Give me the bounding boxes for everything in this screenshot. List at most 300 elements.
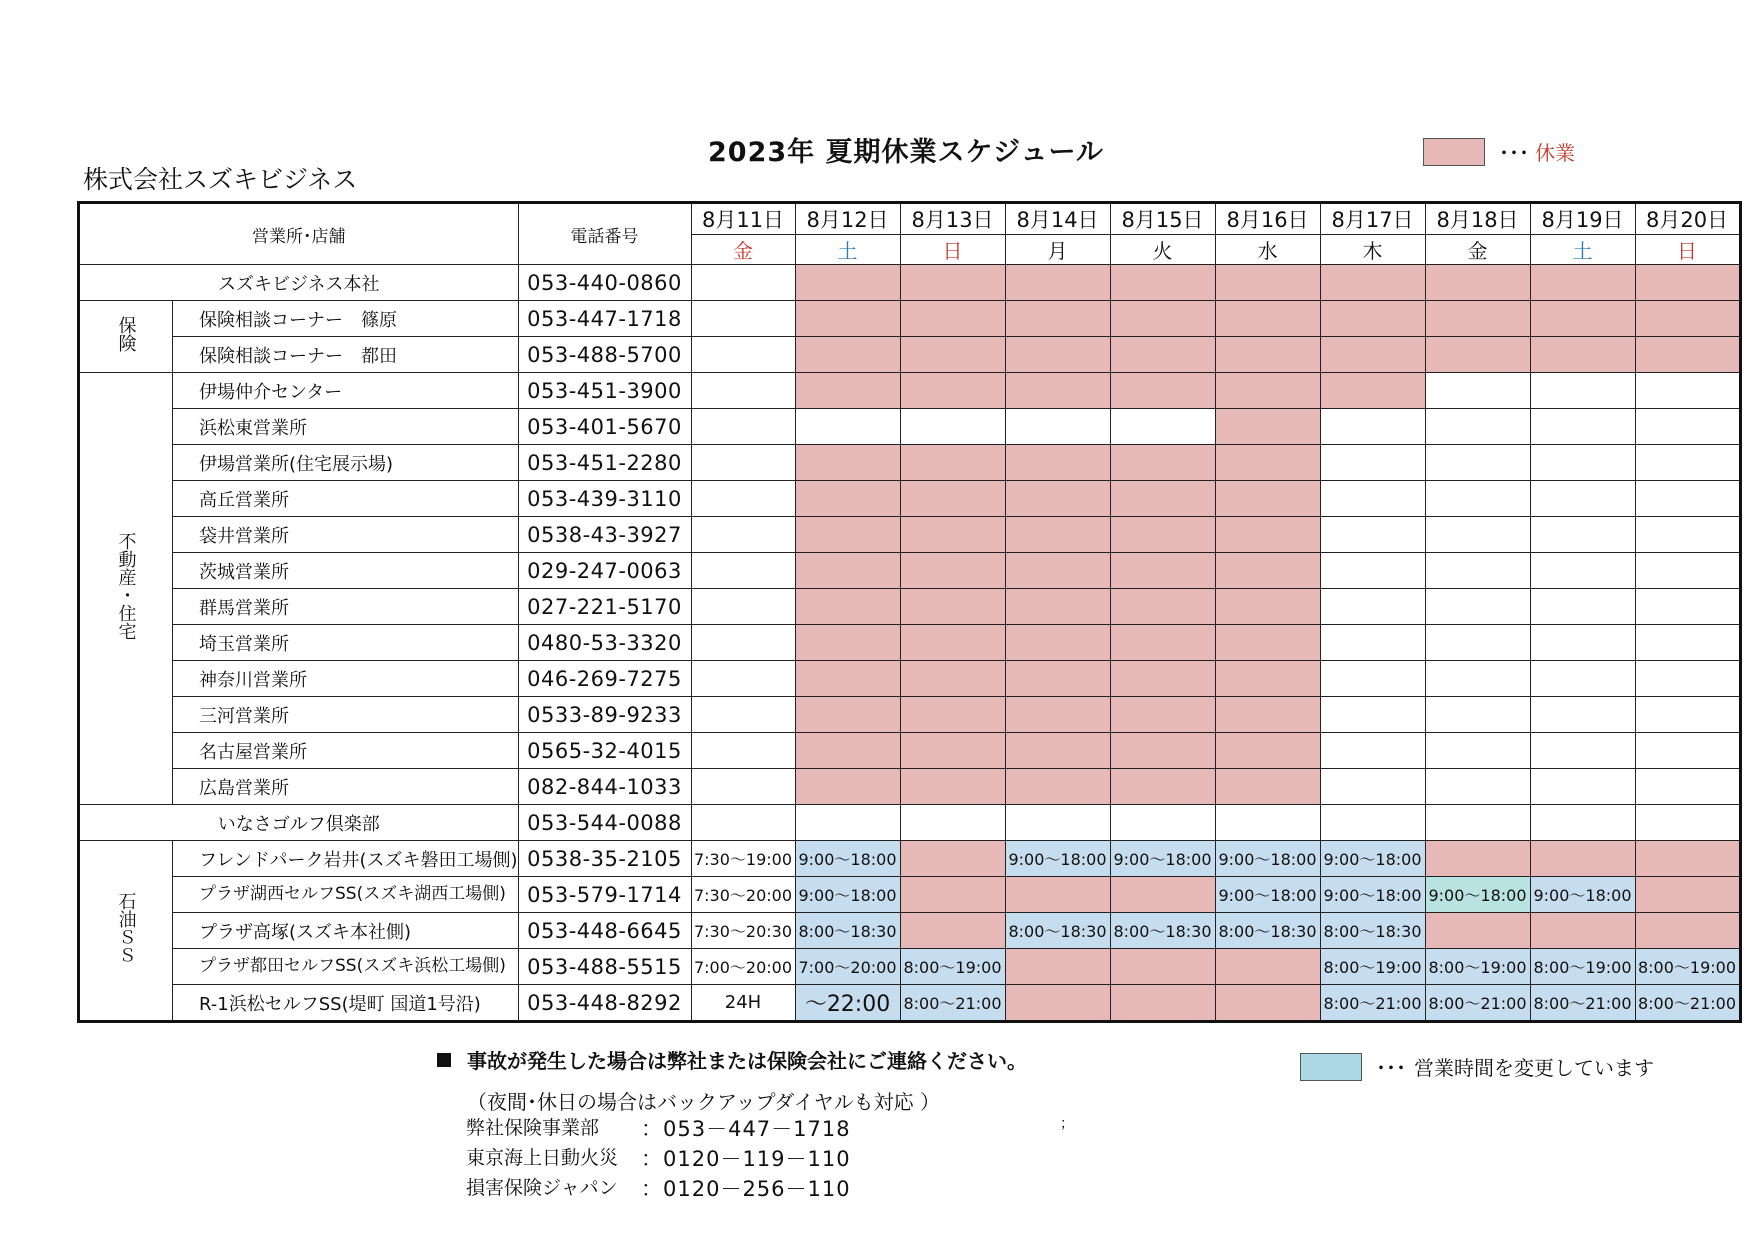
office-phone: 053-451-2280 — [518, 445, 691, 481]
day-cell — [1425, 409, 1530, 445]
closed-cell — [795, 733, 900, 769]
day-cell — [1530, 661, 1635, 697]
table-row — [79, 805, 1741, 841]
day-cell — [1425, 373, 1530, 409]
hours-cell: 8:00～18:30 — [795, 913, 900, 949]
header-date: 8月17日 — [1320, 203, 1425, 235]
contact-label: 東京海上日動火災 — [466, 1147, 619, 1169]
office-name: 保険相談コーナー 篠原 — [173, 301, 519, 337]
contact-row — [466, 1113, 851, 1143]
closed-cell — [1110, 373, 1215, 409]
header-office: 営業所･店舗 — [79, 203, 519, 265]
legend-dots: ･･･ — [1499, 141, 1529, 165]
day-cell — [1530, 553, 1635, 589]
hours-cell: 8:00～19:00 — [900, 949, 1005, 985]
closed-cell — [795, 445, 900, 481]
page-title: 2023年 夏期休業スケジュール — [708, 137, 1104, 168]
header-date: 8月19日 — [1530, 203, 1635, 235]
closed-cell — [900, 841, 1005, 877]
closed-cell — [1215, 445, 1320, 481]
table-row — [79, 445, 1741, 481]
stray-mark: ； — [1060, 1116, 1074, 1132]
notes-line2: （夜間･休日の場合はバックアップダイヤルも対応 ） — [467, 1090, 940, 1114]
closed-cell — [1215, 661, 1320, 697]
contact-number: ：053－447－1718 — [641, 1117, 851, 1141]
day-cell — [1530, 733, 1635, 769]
closed-cell — [1110, 301, 1215, 337]
notes — [437, 1045, 1027, 1115]
closed-cell — [1005, 625, 1110, 661]
contact-number: ：0120－119－110 — [641, 1147, 851, 1171]
office-phone: 053-451-3900 — [518, 373, 691, 409]
table-row — [79, 841, 1741, 877]
hours-cell: 8:00～21:00 — [900, 985, 1005, 1022]
day-cell — [691, 625, 795, 661]
day-cell — [1110, 409, 1215, 445]
table-row — [79, 661, 1741, 697]
closed-cell — [1005, 265, 1110, 301]
day-cell — [1425, 481, 1530, 517]
day-cell — [1320, 517, 1425, 553]
day-cell — [1320, 481, 1425, 517]
day-cell — [900, 805, 1005, 841]
hours-cell: 7:30～20:00 — [691, 877, 795, 913]
closed-cell — [1215, 481, 1320, 517]
closed-cell — [1320, 337, 1425, 373]
header-date: 8月11日 — [691, 203, 795, 235]
category-real-estate: 不動産・住宅 — [79, 373, 173, 805]
day-cell — [1425, 517, 1530, 553]
office-name: 名古屋営業所 — [173, 733, 519, 769]
office-phone: 053-579-1714 — [518, 877, 691, 913]
closed-cell — [1530, 337, 1635, 373]
bullet-square-icon — [437, 1053, 451, 1067]
closed-cell — [1215, 625, 1320, 661]
closed-cell — [795, 517, 900, 553]
hours-cell: 9:00～18:00 — [1425, 877, 1530, 913]
day-cell — [691, 373, 795, 409]
day-cell — [691, 409, 795, 445]
closed-cell — [1110, 625, 1215, 661]
closed-cell — [1005, 481, 1110, 517]
closed-cell — [1425, 841, 1530, 877]
closed-cell — [1110, 733, 1215, 769]
table-row — [79, 877, 1741, 913]
header-date: 8月15日 — [1110, 203, 1215, 235]
day-cell — [1635, 445, 1740, 481]
hours-cell: 9:00～18:00 — [1215, 841, 1320, 877]
closed-cell — [1005, 733, 1110, 769]
header-weekday: 火 — [1110, 235, 1215, 265]
hours-cell: 8:00～18:30 — [1110, 913, 1215, 949]
closed-cell — [1110, 553, 1215, 589]
closed-cell — [1005, 445, 1110, 481]
closed-cell — [900, 589, 1005, 625]
closed-cell — [1530, 841, 1635, 877]
closed-cell — [1215, 949, 1320, 985]
day-cell — [1530, 769, 1635, 805]
closed-cell — [1215, 589, 1320, 625]
office-name: プラザ湖西セルフSS(スズキ湖西工場側) — [173, 877, 519, 913]
header-weekday: 金 — [1425, 235, 1530, 265]
office-name: 群馬営業所 — [173, 589, 519, 625]
closed-cell — [795, 373, 900, 409]
hours-cell: 9:00～18:00 — [795, 841, 900, 877]
day-cell — [1530, 481, 1635, 517]
closed-cell — [1530, 913, 1635, 949]
hours-cell: 7:30～19:00 — [691, 841, 795, 877]
hours-cell: 9:00～18:00 — [1005, 841, 1110, 877]
day-cell — [691, 265, 795, 301]
closed-cell — [795, 301, 900, 337]
day-cell — [1635, 769, 1740, 805]
company-name: 株式会社スズキビジネス — [83, 165, 358, 194]
closed-cell — [1110, 337, 1215, 373]
hours-cell: 8:00～19:00 — [1530, 949, 1635, 985]
office-name: 保険相談コーナー 都田 — [173, 337, 519, 373]
closed-cell — [900, 301, 1005, 337]
closed-cell — [1110, 481, 1215, 517]
office-phone: 0538-35-2105 — [518, 841, 691, 877]
day-cell — [1320, 733, 1425, 769]
closed-cell — [1320, 301, 1425, 337]
header-date: 8月13日 — [900, 203, 1005, 235]
closed-cell — [1425, 913, 1530, 949]
closed-cell — [795, 769, 900, 805]
hours-cell: 9:00～18:00 — [1320, 841, 1425, 877]
office-phone: 053-488-5515 — [518, 949, 691, 985]
day-cell — [1635, 661, 1740, 697]
closed-cell — [1320, 265, 1425, 301]
day-cell — [691, 697, 795, 733]
office-name: 伊場仲介センター — [173, 373, 519, 409]
office-phone: 053-447-1718 — [518, 301, 691, 337]
category-insurance: 保険 — [79, 301, 173, 373]
table-row — [79, 337, 1741, 373]
day-cell — [1320, 445, 1425, 481]
day-cell — [1425, 625, 1530, 661]
closed-cell — [1320, 373, 1425, 409]
closed-cell — [1635, 301, 1740, 337]
closed-cell — [1215, 553, 1320, 589]
day-cell — [900, 409, 1005, 445]
hours-cell: 8:00～19:00 — [1635, 949, 1740, 985]
day-cell — [1005, 805, 1110, 841]
day-cell — [691, 517, 795, 553]
day-cell — [691, 481, 795, 517]
header-date: 8月14日 — [1005, 203, 1110, 235]
header-weekday: 水 — [1215, 235, 1320, 265]
closed-cell — [1110, 697, 1215, 733]
hours-cell: ～22:00 — [795, 985, 900, 1022]
header-weekday: 日 — [900, 235, 1005, 265]
table-row — [79, 733, 1741, 769]
table-row — [79, 301, 1741, 337]
closed-cell — [1005, 661, 1110, 697]
closed-cell — [1215, 265, 1320, 301]
hours-cell: 8:00～21:00 — [1425, 985, 1530, 1022]
closed-cell — [1005, 589, 1110, 625]
hours-cell: 8:00～21:00 — [1530, 985, 1635, 1022]
day-cell — [1635, 625, 1740, 661]
office-name: 埼玉営業所 — [173, 625, 519, 661]
office-name: プラザ都田セルフSS(スズキ浜松工場側) — [173, 949, 519, 985]
closed-cell — [1110, 949, 1215, 985]
notes-line1 — [437, 1045, 1027, 1074]
day-cell — [691, 445, 795, 481]
legend-closed-label: 休業 — [1535, 141, 1575, 165]
closed-cell — [795, 337, 900, 373]
closed-cell — [1110, 985, 1215, 1022]
day-cell — [1005, 409, 1110, 445]
table-row — [79, 553, 1741, 589]
closed-cell — [900, 769, 1005, 805]
contact-number: ：0120－256－110 — [641, 1177, 851, 1201]
closed-cell — [1425, 265, 1530, 301]
closed-cell — [1005, 553, 1110, 589]
legend-closed — [1423, 137, 1575, 166]
day-cell — [1320, 553, 1425, 589]
day-cell — [1635, 481, 1740, 517]
closed-cell — [1215, 697, 1320, 733]
closed-cell — [1635, 841, 1740, 877]
closed-cell — [900, 913, 1005, 949]
hours-cell: 8:00～19:00 — [1320, 949, 1425, 985]
office-name: フレンドパーク岩井(スズキ磐田工場側) — [173, 841, 519, 877]
closed-cell — [900, 445, 1005, 481]
header-weekday: 金 — [691, 235, 795, 265]
table-row — [79, 625, 1741, 661]
closed-cell — [1005, 697, 1110, 733]
office-phone: 0538-43-3927 — [518, 517, 691, 553]
contact-row — [466, 1143, 851, 1173]
office-phone: 027-221-5170 — [518, 589, 691, 625]
closed-cell — [1215, 409, 1320, 445]
closed-cell — [900, 553, 1005, 589]
office-phone: 053-488-5700 — [518, 337, 691, 373]
hours-cell: 8:00～18:30 — [1215, 913, 1320, 949]
closed-cell — [1110, 769, 1215, 805]
header-date: 8月20日 — [1635, 203, 1740, 235]
closed-cell — [1005, 301, 1110, 337]
legend-changed-label: 営業時間を変更しています — [1414, 1056, 1654, 1080]
day-cell — [1530, 445, 1635, 481]
closed-cell — [1005, 769, 1110, 805]
closed-cell — [1635, 265, 1740, 301]
office-phone: 053-448-6645 — [518, 913, 691, 949]
contact-row — [466, 1173, 851, 1203]
table-row — [79, 697, 1741, 733]
closed-cell — [1635, 337, 1740, 373]
office-name: 茨城営業所 — [173, 553, 519, 589]
day-cell — [1635, 697, 1740, 733]
contact-label: 損害保険ジャパン — [466, 1177, 618, 1199]
header-date: 8月12日 — [795, 203, 900, 235]
header-weekday: 木 — [1320, 235, 1425, 265]
contact-label: 弊社保険事業部 — [466, 1117, 600, 1139]
table-row — [79, 985, 1741, 1022]
table-row — [79, 517, 1741, 553]
hours-cell: 8:00～18:30 — [1320, 913, 1425, 949]
day-cell — [1635, 805, 1740, 841]
table-row — [79, 589, 1741, 625]
office-name: R-1浜松セルフSS(堤町 国道1号沿) — [173, 985, 519, 1022]
day-cell — [691, 661, 795, 697]
hours-cell: 7:30～20:30 — [691, 913, 795, 949]
office-phone: 029-247-0063 — [518, 553, 691, 589]
closed-cell — [1005, 877, 1110, 913]
table-row — [79, 949, 1741, 985]
hours-cell: 8:00～21:00 — [1635, 985, 1740, 1022]
closed-cell — [1635, 877, 1740, 913]
day-cell — [1320, 697, 1425, 733]
closed-cell — [795, 553, 900, 589]
day-cell — [1635, 517, 1740, 553]
day-cell — [795, 409, 900, 445]
closed-cell — [900, 373, 1005, 409]
day-cell — [691, 589, 795, 625]
closed-cell — [795, 625, 900, 661]
day-cell — [1320, 805, 1425, 841]
closed-cell — [1110, 877, 1215, 913]
closed-cell — [1215, 985, 1320, 1022]
office-name: いなさゴルフ倶楽部 — [79, 805, 519, 841]
office-phone: 053-439-3110 — [518, 481, 691, 517]
day-cell — [1635, 409, 1740, 445]
closed-cell — [1425, 337, 1530, 373]
day-cell — [1215, 805, 1320, 841]
office-name: 広島営業所 — [173, 769, 519, 805]
closed-cell — [1215, 517, 1320, 553]
table-row — [79, 373, 1741, 409]
closed-cell — [1425, 301, 1530, 337]
day-cell — [691, 805, 795, 841]
closed-cell — [1110, 589, 1215, 625]
header-weekday: 日 — [1635, 235, 1740, 265]
day-cell — [1635, 589, 1740, 625]
day-cell — [795, 805, 900, 841]
day-cell — [691, 769, 795, 805]
closed-cell — [795, 661, 900, 697]
header-weekday: 土 — [1530, 235, 1635, 265]
office-phone: 082-844-1033 — [518, 769, 691, 805]
closed-cell — [795, 589, 900, 625]
legend-closed-swatch — [1423, 138, 1485, 166]
closed-cell — [1005, 949, 1110, 985]
closed-cell — [1635, 913, 1740, 949]
office-name: プラザ高塚(スズキ本社側) — [173, 913, 519, 949]
table-row — [79, 265, 1741, 301]
header-date: 8月18日 — [1425, 203, 1530, 235]
closed-cell — [1530, 265, 1635, 301]
header-date: 8月16日 — [1215, 203, 1320, 235]
hours-cell: 9:00～18:00 — [795, 877, 900, 913]
legend-dots: ･･･ — [1376, 1056, 1406, 1080]
hours-cell: 8:00～18:30 — [1005, 913, 1110, 949]
closed-cell — [1110, 517, 1215, 553]
closed-cell — [900, 625, 1005, 661]
header-phone: 電話番号 — [518, 203, 691, 265]
hours-cell: 9:00～18:00 — [1530, 877, 1635, 913]
day-cell — [1530, 589, 1635, 625]
closed-cell — [1215, 769, 1320, 805]
hours-cell: 9:00～18:00 — [1110, 841, 1215, 877]
office-phone: 053-440-0860 — [518, 265, 691, 301]
day-cell — [691, 553, 795, 589]
closed-cell — [900, 337, 1005, 373]
hours-cell: 8:00～21:00 — [1320, 985, 1425, 1022]
office-name: 伊場営業所(住宅展示場) — [173, 445, 519, 481]
closed-cell — [1005, 985, 1110, 1022]
day-cell — [1320, 409, 1425, 445]
schedule-table — [77, 201, 1742, 1023]
office-phone: 046-269-7275 — [518, 661, 691, 697]
hours-cell: 24H — [691, 985, 795, 1022]
hours-cell: 9:00～18:00 — [1320, 877, 1425, 913]
closed-cell — [900, 697, 1005, 733]
day-cell — [1320, 769, 1425, 805]
day-cell — [1425, 733, 1530, 769]
office-phone: 053-448-8292 — [518, 985, 691, 1022]
legend-changed — [1300, 1052, 1654, 1081]
office-phone: 053-401-5670 — [518, 409, 691, 445]
day-cell — [1425, 553, 1530, 589]
hours-cell: 7:00～20:00 — [691, 949, 795, 985]
closed-cell — [1110, 445, 1215, 481]
hours-cell: 9:00～18:00 — [1215, 877, 1320, 913]
closed-cell — [900, 661, 1005, 697]
office-name: スズキビジネス本社 — [79, 265, 519, 301]
office-name: 三河営業所 — [173, 697, 519, 733]
table-row — [79, 481, 1741, 517]
day-cell — [1320, 625, 1425, 661]
closed-cell — [1215, 337, 1320, 373]
closed-cell — [795, 697, 900, 733]
closed-cell — [900, 733, 1005, 769]
hours-cell: 7:00～20:00 — [795, 949, 900, 985]
closed-cell — [1110, 265, 1215, 301]
table-row — [79, 769, 1741, 805]
day-cell — [1635, 553, 1740, 589]
day-cell — [1635, 733, 1740, 769]
office-name: 神奈川営業所 — [173, 661, 519, 697]
day-cell — [1530, 697, 1635, 733]
category-petrol-ss: 石油ＳＳ — [79, 841, 173, 1022]
day-cell — [1320, 589, 1425, 625]
day-cell — [1530, 373, 1635, 409]
header-weekday: 土 — [795, 235, 900, 265]
day-cell — [1320, 661, 1425, 697]
table-row — [79, 913, 1741, 949]
closed-cell — [1110, 661, 1215, 697]
closed-cell — [1005, 373, 1110, 409]
hours-cell: 8:00～19:00 — [1425, 949, 1530, 985]
day-cell — [1635, 373, 1740, 409]
day-cell — [1425, 805, 1530, 841]
closed-cell — [1005, 337, 1110, 373]
day-cell — [1110, 805, 1215, 841]
day-cell — [691, 301, 795, 337]
day-cell — [1425, 445, 1530, 481]
closed-cell — [900, 481, 1005, 517]
office-name: 浜松東営業所 — [173, 409, 519, 445]
day-cell — [1530, 517, 1635, 553]
legend-changed-swatch — [1300, 1053, 1362, 1081]
closed-cell — [1215, 301, 1320, 337]
office-phone: 0565-32-4015 — [518, 733, 691, 769]
closed-cell — [1215, 373, 1320, 409]
office-name: 高丘営業所 — [173, 481, 519, 517]
